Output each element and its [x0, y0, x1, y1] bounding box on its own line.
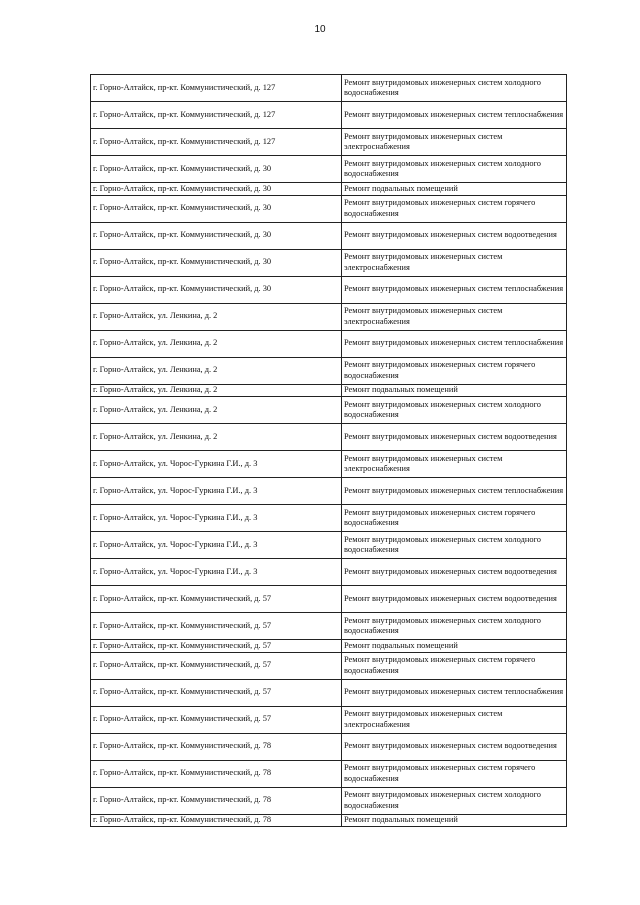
work-type-cell: Ремонт внутридомовых инженерных систем теплоснабжения	[342, 330, 567, 357]
work-type-cell: Ремонт внутридомовых инженерных систем водоотведения	[342, 559, 567, 586]
address-cell: г. Горно-Алтайск, пр-кт. Коммунистический, д. 78	[91, 814, 342, 827]
work-type-cell: Ремонт подвальных помещений	[342, 183, 567, 196]
address-cell: г. Горно-Алтайск, ул. Ленкина, д. 2	[91, 424, 342, 451]
work-type-cell: Ремонт внутридомовых инженерных систем горячего водоснабжения	[342, 760, 567, 787]
address-cell: г. Горно-Алтайск, ул. Ленкина, д. 2	[91, 330, 342, 357]
table-row	[91, 478, 567, 505]
address-cell: г. Горно-Алтайск, пр-кт. Коммунистический, д. 57	[91, 652, 342, 679]
work-type-cell: Ремонт внутридомовых инженерных систем горячего водоснабжения	[342, 652, 567, 679]
table-row	[91, 532, 567, 559]
address-cell: г. Горно-Алтайск, ул. Чорос-Гуркина Г.И., д. 3	[91, 451, 342, 478]
address-cell: г. Горно-Алтайск, пр-кт. Коммунистический, д. 57	[91, 613, 342, 640]
address-cell: г. Горно-Алтайск, пр-кт. Коммунистический, д. 78	[91, 760, 342, 787]
table-row	[91, 222, 567, 249]
work-type-cell: Ремонт внутридомовых инженерных систем водоотведения	[342, 424, 567, 451]
table-row	[91, 249, 567, 276]
address-cell: г. Горно-Алтайск, пр-кт. Коммунистический, д. 57	[91, 679, 342, 706]
work-type-cell: Ремонт внутридомовых инженерных систем электроснабжения	[342, 249, 567, 276]
address-cell: г. Горно-Алтайск, пр-кт. Коммунистический, д. 57	[91, 640, 342, 653]
table-row	[91, 706, 567, 733]
address-cell: г. Горно-Алтайск, ул. Чорос-Гуркина Г.И., д. 3	[91, 532, 342, 559]
work-type-cell: Ремонт внутридомовых инженерных систем теплоснабжения	[342, 679, 567, 706]
table-row	[91, 451, 567, 478]
table-row	[91, 102, 567, 129]
work-type-cell: Ремонт подвальных помещений	[342, 640, 567, 653]
table-row	[91, 195, 567, 222]
work-type-cell: Ремонт подвальных помещений	[342, 814, 567, 827]
address-cell: г. Горно-Алтайск, пр-кт. Коммунистический, д. 30	[91, 249, 342, 276]
work-type-cell: Ремонт внутридомовых инженерных систем теплоснабжения	[342, 478, 567, 505]
address-cell: г. Горно-Алтайск, пр-кт. Коммунистический, д. 30	[91, 183, 342, 196]
work-type-cell: Ремонт внутридомовых инженерных систем холодного водоснабжения	[342, 613, 567, 640]
work-type-cell: Ремонт внутридомовых инженерных систем холодного водоснабжения	[342, 397, 567, 424]
table-row	[91, 397, 567, 424]
work-type-cell: Ремонт внутридомовых инженерных систем теплоснабжения	[342, 276, 567, 303]
work-type-cell: Ремонт внутридомовых инженерных систем электроснабжения	[342, 706, 567, 733]
table-row	[91, 760, 567, 787]
table-row	[91, 640, 567, 653]
table-row	[91, 75, 567, 102]
work-type-cell: Ремонт внутридомовых инженерных систем теплоснабжения	[342, 102, 567, 129]
address-cell: г. Горно-Алтайск, пр-кт. Коммунистический, д. 30	[91, 156, 342, 183]
work-type-cell: Ремонт внутридомовых инженерных систем холодного водоснабжения	[342, 156, 567, 183]
address-cell: г. Горно-Алтайск, пр-кт. Коммунистический, д. 57	[91, 586, 342, 613]
address-cell: г. Горно-Алтайск, пр-кт. Коммунистический, д. 78	[91, 733, 342, 760]
table-row	[91, 586, 567, 613]
table-row	[91, 787, 567, 814]
table-row	[91, 384, 567, 397]
table-row	[91, 129, 567, 156]
address-cell: г. Горно-Алтайск, ул. Ленкина, д. 2	[91, 357, 342, 384]
table-body	[91, 75, 567, 827]
table-row	[91, 679, 567, 706]
table-row	[91, 733, 567, 760]
work-type-cell: Ремонт внутридомовых инженерных систем холодного водоснабжения	[342, 787, 567, 814]
work-type-cell: Ремонт внутридомовых инженерных систем электроснабжения	[342, 303, 567, 330]
work-type-cell: Ремонт внутридомовых инженерных систем водоотведения	[342, 733, 567, 760]
address-cell: г. Горно-Алтайск, пр-кт. Коммунистический, д. 127	[91, 75, 342, 102]
table-row	[91, 559, 567, 586]
address-cell: г. Горно-Алтайск, пр-кт. Коммунистический, д. 78	[91, 787, 342, 814]
table-row	[91, 613, 567, 640]
table-row	[91, 330, 567, 357]
page-number: 10	[314, 24, 326, 35]
work-type-cell: Ремонт внутридомовых инженерных систем электроснабжения	[342, 129, 567, 156]
table-row	[91, 303, 567, 330]
work-type-cell: Ремонт внутридомовых инженерных систем холодного водоснабжения	[342, 75, 567, 102]
table-row	[91, 424, 567, 451]
address-cell: г. Горно-Алтайск, ул. Ленкина, д. 2	[91, 303, 342, 330]
table-row	[91, 276, 567, 303]
table-row	[91, 357, 567, 384]
table-row	[91, 652, 567, 679]
work-type-cell: Ремонт внутридомовых инженерных систем горячего водоснабжения	[342, 195, 567, 222]
repair-works-table	[90, 74, 567, 827]
address-cell: г. Горно-Алтайск, ул. Ленкина, д. 2	[91, 397, 342, 424]
address-cell: г. Горно-Алтайск, ул. Чорос-Гуркина Г.И., д. 3	[91, 559, 342, 586]
work-type-cell: Ремонт внутридомовых инженерных систем холодного водоснабжения	[342, 532, 567, 559]
address-cell: г. Горно-Алтайск, ул. Чорос-Гуркина Г.И., д. 3	[91, 505, 342, 532]
work-type-cell: Ремонт внутридомовых инженерных систем электроснабжения	[342, 451, 567, 478]
address-cell: г. Горно-Алтайск, пр-кт. Коммунистический, д. 30	[91, 276, 342, 303]
address-cell: г. Горно-Алтайск, пр-кт. Коммунистический, д. 57	[91, 706, 342, 733]
work-type-cell: Ремонт внутридомовых инженерных систем горячего водоснабжения	[342, 505, 567, 532]
table-row	[91, 156, 567, 183]
work-type-cell: Ремонт внутридомовых инженерных систем водоотведения	[342, 586, 567, 613]
address-cell: г. Горно-Алтайск, пр-кт. Коммунистический, д. 127	[91, 102, 342, 129]
address-cell: г. Горно-Алтайск, ул. Ленкина, д. 2	[91, 384, 342, 397]
work-type-cell: Ремонт внутридомовых инженерных систем водоотведения	[342, 222, 567, 249]
table-row	[91, 505, 567, 532]
work-type-cell: Ремонт внутридомовых инженерных систем горячего водоснабжения	[342, 357, 567, 384]
address-cell: г. Горно-Алтайск, ул. Чорос-Гуркина Г.И., д. 3	[91, 478, 342, 505]
address-cell: г. Горно-Алтайск, пр-кт. Коммунистический, д. 127	[91, 129, 342, 156]
table-row	[91, 814, 567, 827]
table-row	[91, 183, 567, 196]
work-type-cell: Ремонт подвальных помещений	[342, 384, 567, 397]
address-cell: г. Горно-Алтайск, пр-кт. Коммунистический, д. 30	[91, 222, 342, 249]
address-cell: г. Горно-Алтайск, пр-кт. Коммунистический, д. 30	[91, 195, 342, 222]
